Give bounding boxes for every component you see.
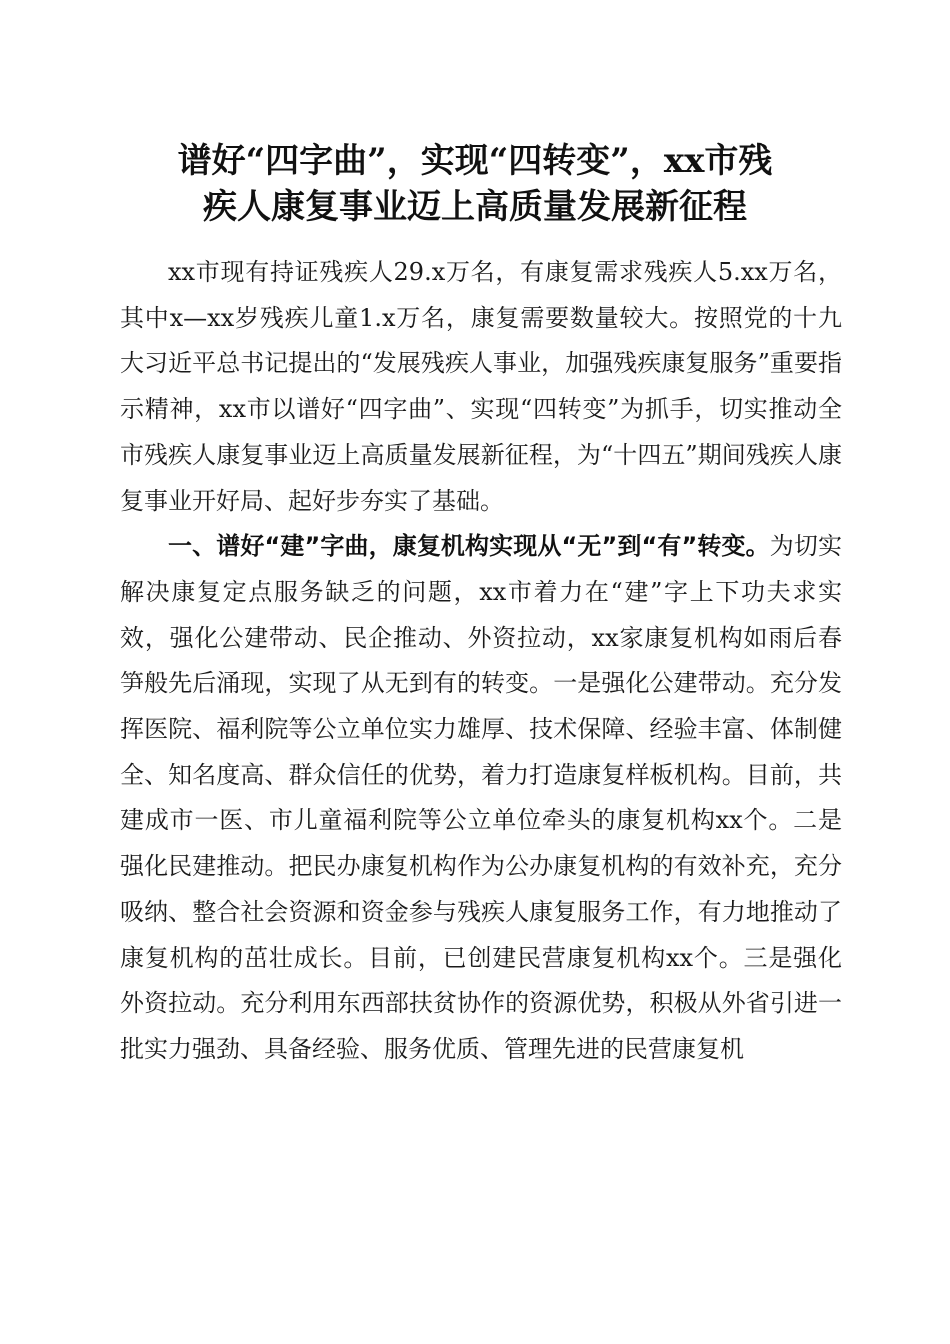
section-1-paragraph (120, 524, 842, 1072)
section-1-heading: 一、谱好“建”字曲，康复机构实现从“无”到“有”转变。 (168, 532, 770, 561)
document-title (110, 138, 840, 230)
title-line-1: 谱好“四字曲”，实现“四转变”，xx市残 (177, 141, 773, 181)
section-1-body: 为切实解决康复定点服务缺乏的问题，xx市着力在“建”字上下功夫求实效，强化公建带动、民企推动、外资拉动，xx家康复机构如雨后春笋般先后涌现，实现了从无到有的转变。一是强化公建带动。充分发挥医院、福利院等公立单位实力雄厚、技术保障、经验丰富、体制健全、知名度高、群众信任的优势，着力打造康复样板机构。目前，共建成市一医、市儿童福利院等公立单位牵头的康复机构xx个。二是强化民建推动。把民办康复机构作为公办康复机构的有效补充，充分吸纳、整合社会资源和资金参与残疾人康复服务工作，有力地推动了康复机构的茁壮成长。目前，已创建民营康复机构xx个。三是强化外资拉动。充分利用东西部扶贫协作的资源优势，积极从外省引进一批实力强劲、具备经验、服务优质、管理先进的民营康复机 (120, 532, 843, 1063)
document-body (120, 250, 842, 1073)
title-line-2: 疾人康复事业迈上高质量发展新征程 (203, 187, 747, 227)
intro-paragraph: xx市现有持证残疾人29.x万名，有康复需求残疾人5.xx万名，其中x—xx岁残疾儿童1.x万名，康复需要数量较大。按照党的十九大习近平总书记提出的“发展残疾人事业，加强残疾康复服务”重要指示精神，xx市以谱好“四字曲”、实现“四转变”为抓手，切实推动全市残疾人康复事业迈上高质量发展新征程，为“十四五”期间残疾人康复事业开好局、起好步夯实了基础。 (120, 258, 842, 515)
